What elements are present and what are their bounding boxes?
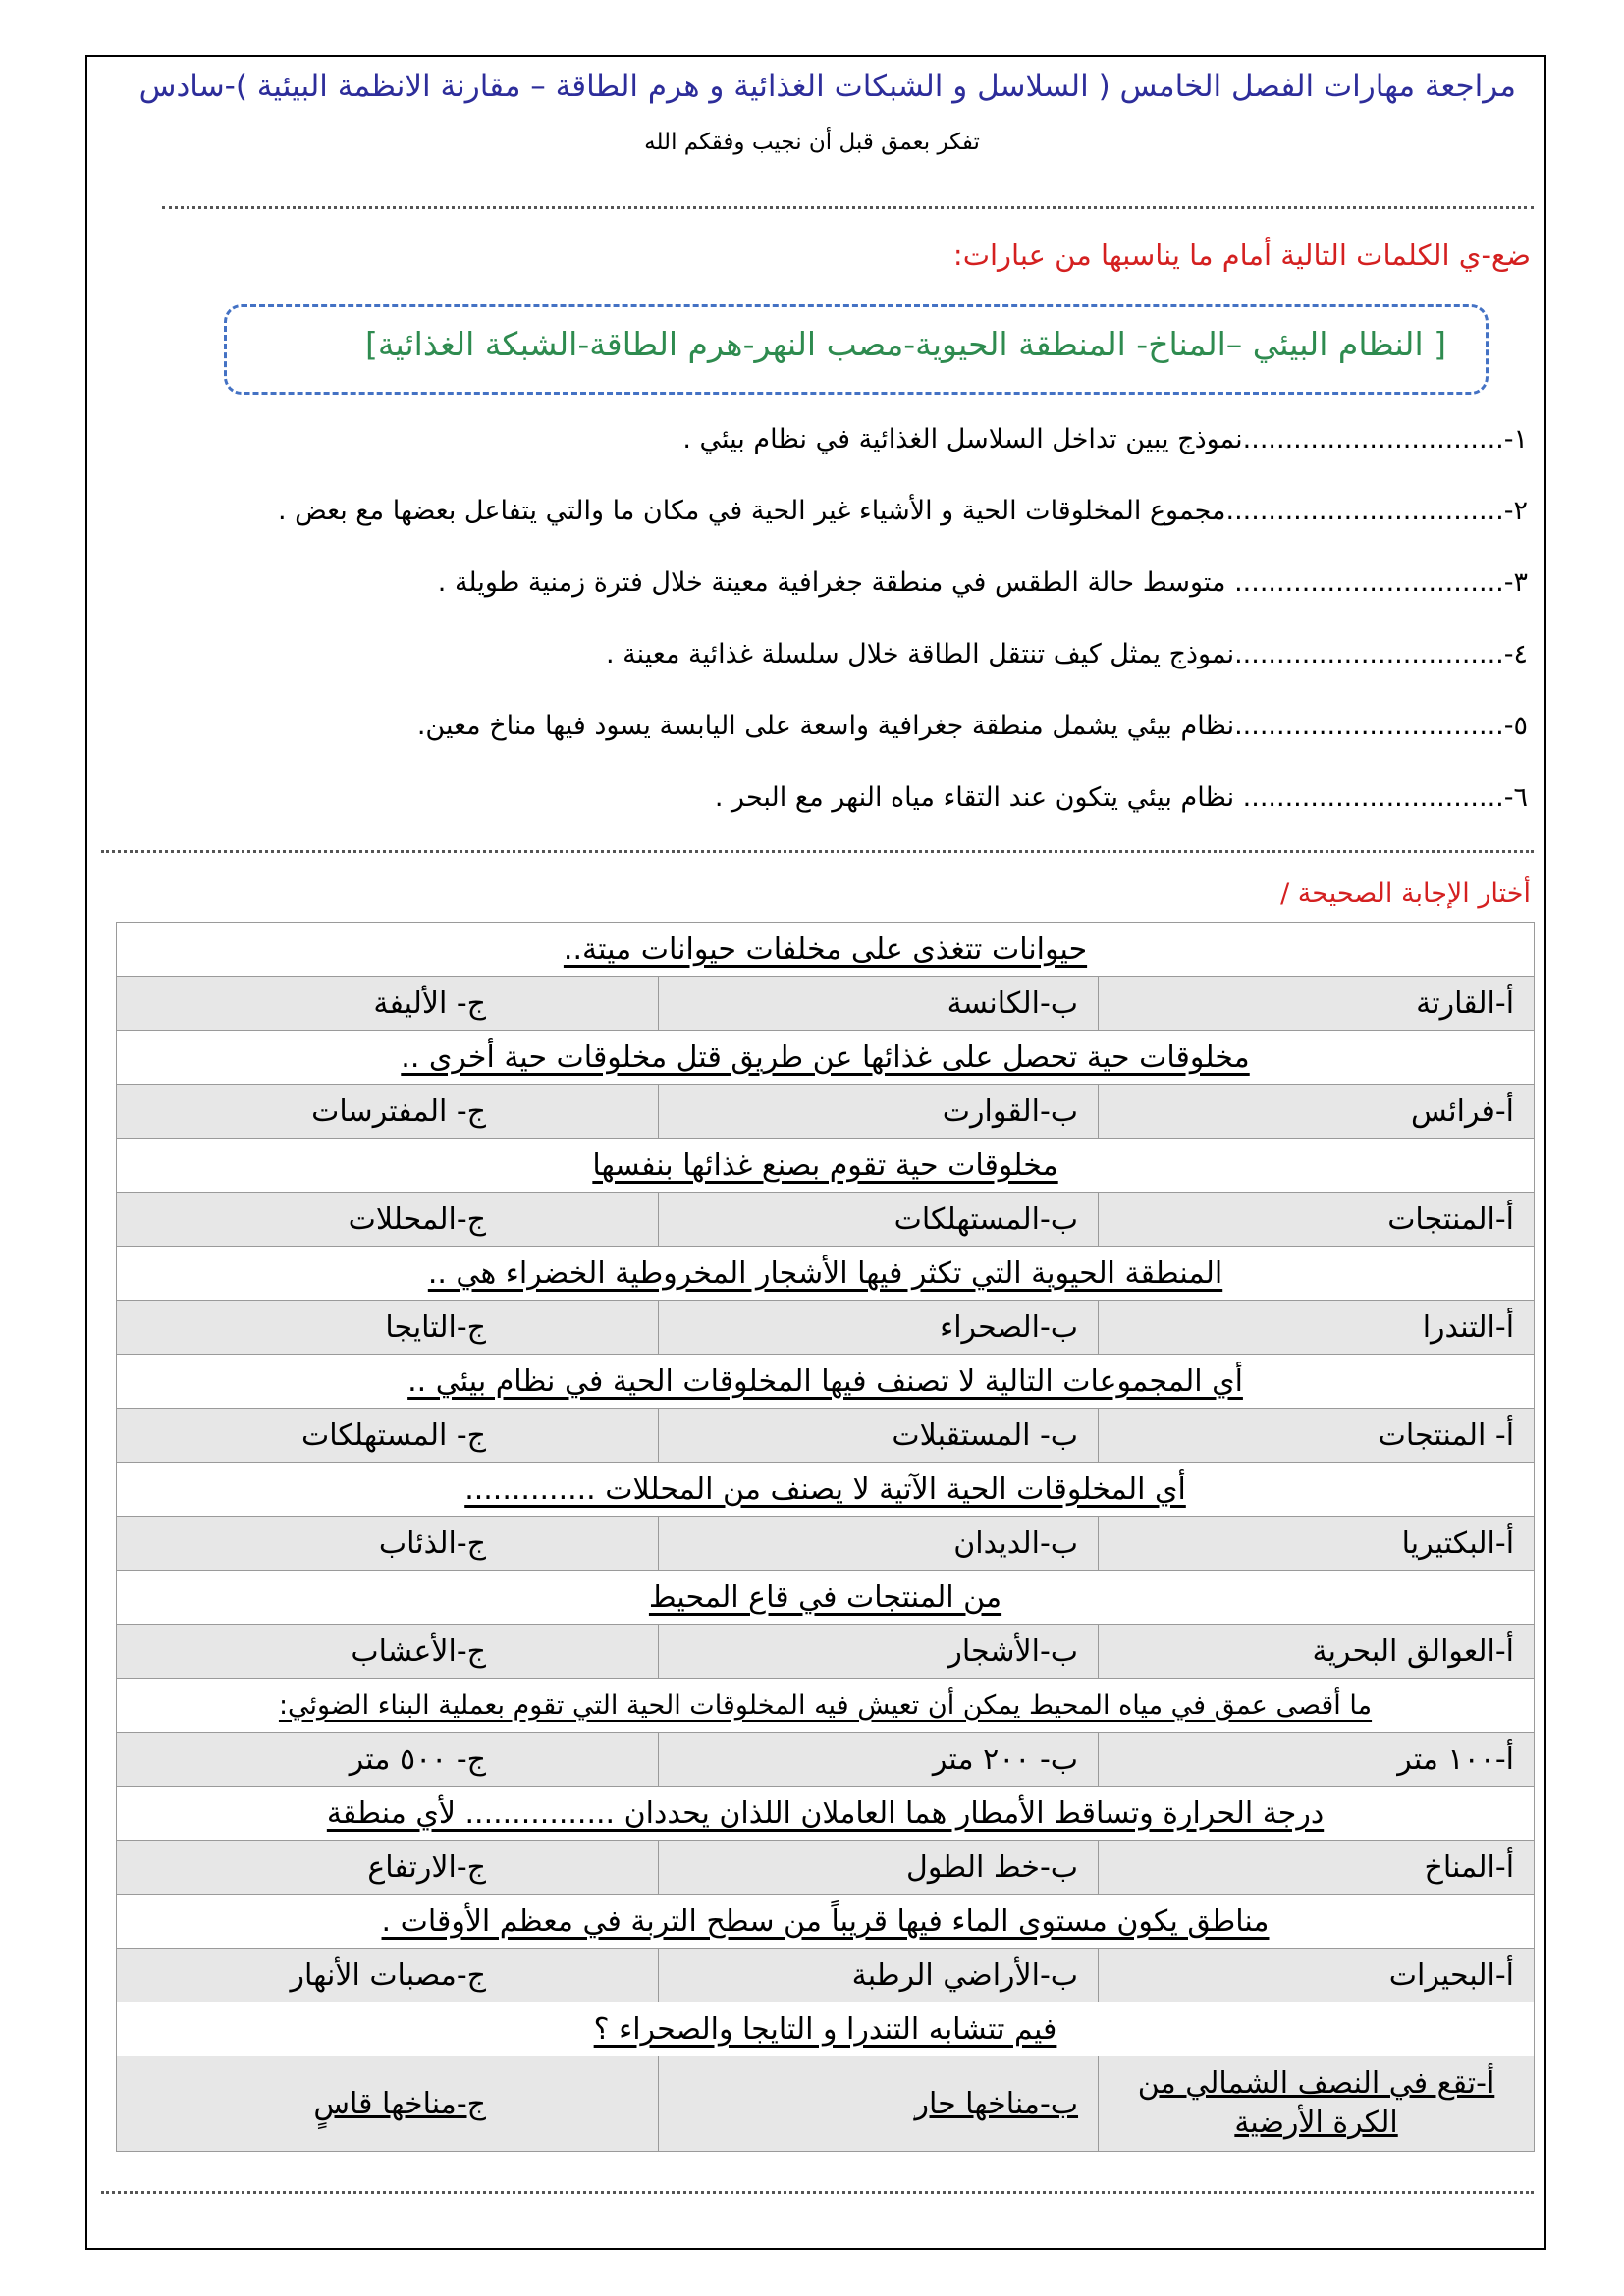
option-b: ب-خط الطول <box>659 1841 1099 1895</box>
option-a: أ-تقع في النصف الشمالي من الكرة الأرضية <box>1099 2056 1535 2152</box>
question-row <box>117 1787 1535 1841</box>
option-b: ب-الأراضي الرطبة <box>659 1949 1099 2002</box>
option-c: ج- الأليفة <box>117 977 659 1031</box>
question-row <box>117 923 1535 977</box>
options-row <box>117 1733 1535 1787</box>
option-c: ج-الذئاب <box>117 1517 659 1571</box>
option-b: ب- ٢٠٠ متر <box>659 1733 1099 1787</box>
question-row <box>117 1355 1535 1409</box>
option-a: أ- المنتجات <box>1099 1409 1535 1463</box>
option-b: ب-الصحراء <box>659 1301 1099 1355</box>
question-text: أي المخلوقات الحية الآتية لا يصنف من المحللات .............. <box>117 1463 1535 1517</box>
option-a: أ-البكتيريا <box>1099 1517 1535 1571</box>
question-text: المنطقة الحيوية التي تكثر فيها الأشجار المخروطية الخضراء هي .. <box>117 1247 1535 1301</box>
dotted-divider <box>101 850 1534 853</box>
question-text: مخلوقات حية تحصل على غذائها عن طريق قتل مخلوقات حية أخرى .. <box>117 1031 1535 1085</box>
question-text: حيوانات تتغذى على مخلفات حيوانات ميتة.. <box>117 923 1535 977</box>
option-a: أ-فرائس <box>1099 1085 1535 1139</box>
question-row <box>117 1571 1535 1625</box>
option-b: ب-الكانسة <box>659 977 1099 1031</box>
options-row <box>117 1301 1535 1355</box>
list-item: ٥-................................نظام بيئي يشمل منطقة جغرافية واسعة على اليابسة يسود فيها مناخ معين. <box>416 711 1528 741</box>
option-c: ج-مصبات الأنهار <box>117 1949 659 2002</box>
option-a: أ-البحيرات <box>1099 1949 1535 2002</box>
option-a: أ-المنتجات <box>1099 1193 1535 1247</box>
question-row <box>117 1031 1535 1085</box>
list-item: ٦-............................... نظام بيئي يتكون عند التقاء مياه النهر مع البحر . <box>714 782 1528 813</box>
option-c: ج-الارتفاع <box>117 1841 659 1895</box>
page-title: مراجعة مهارات الفصل الخامس ( السلاسل و الشبكات الغذائية و هرم الطاقة – مقارنة الانظمة البيئية )-سادس <box>138 69 1516 104</box>
question-row <box>117 2002 1535 2056</box>
section1-instruction: ضع-ي الكلمات التالية أمام ما يناسبها من عبارات: <box>952 239 1531 272</box>
option-b: ب- المستقبلات <box>659 1409 1099 1463</box>
options-row <box>117 1949 1535 2002</box>
section2-title: أختار الإجابة الصحيحة / <box>1280 879 1531 909</box>
question-text: ما أقصى عمق في مياه المحيط يمكن أن تعيش فيه المخلوقات الحية التي تقوم بعملية البناء الضوئي: <box>117 1679 1535 1733</box>
option-b: ب-الأشجار <box>659 1625 1099 1679</box>
list-item: ٢-.................................مجموع المخلوقات الحية و الأشياء غير الحية في مكان ما والتي يتفاعل بعضها مع بعض . <box>277 496 1528 526</box>
question-row <box>117 1895 1535 1949</box>
question-text: مناطق يكون مستوى الماء فيها قريباً من سطح التربة في معظم الأوقات . <box>117 1895 1535 1949</box>
question-row <box>117 1463 1535 1517</box>
option-c: ج- ٥٠٠ متر <box>117 1733 659 1787</box>
options-row <box>117 1841 1535 1895</box>
list-item: ١-...............................نموذج يبين تداخل السلاسل الغذائية في نظام بيئي . <box>682 424 1528 454</box>
question-row <box>117 1247 1535 1301</box>
option-c: ج- المفترسات <box>117 1085 659 1139</box>
options-row <box>117 977 1535 1031</box>
word-bank-box: [ النظام البيئي –المناخ- المنطقة الحيوية-مصب النهر-هرم الطاقة-الشبكة الغذائية] <box>224 304 1489 395</box>
question-text: مخلوقات حية تقوم بصنع غذائها بنفسها <box>117 1139 1535 1193</box>
page-subtitle: تفكر بعمق قبل أن نجيب وفقكم الله <box>644 130 980 155</box>
option-a: أ-القارتة <box>1099 977 1535 1031</box>
list-item: ٣-................................ متوسط حالة الطقس في منطقة جغرافية معينة خلال فترة زمنية طويلة . <box>437 567 1528 598</box>
dotted-divider <box>162 206 1534 209</box>
option-b: ب-مناخها حار <box>659 2056 1099 2152</box>
option-c: ج-التايجا <box>117 1301 659 1355</box>
options-row <box>117 1625 1535 1679</box>
options-row <box>117 2056 1535 2152</box>
mcq-table <box>116 922 1535 2152</box>
option-c: ج-مناخها قاسٍ <box>117 2056 659 2152</box>
option-c: ج- المستهلكات <box>117 1409 659 1463</box>
question-text: أي المجموعات التالية لا تصنف فيها المخلوقات الحية في نظام بيئي .. <box>117 1355 1535 1409</box>
question-row <box>117 1139 1535 1193</box>
option-c: ج-الأعشاب <box>117 1625 659 1679</box>
question-text: فيم تتشابه التندرا و التايجا والصحراء ؟ <box>117 2002 1535 2056</box>
option-b: ب-المستهلكات <box>659 1193 1099 1247</box>
option-b: ب-الديدان <box>659 1517 1099 1571</box>
options-row <box>117 1193 1535 1247</box>
options-row <box>117 1409 1535 1463</box>
options-row <box>117 1517 1535 1571</box>
list-item: ٤-................................نموذج يمثل كيف تنتقل الطاقة خلال سلسلة غذائية معينة . <box>606 639 1528 669</box>
option-c: ج-المحللات <box>117 1193 659 1247</box>
question-text: من المنتجات في قاع المحيط <box>117 1571 1535 1625</box>
option-a: أ-١٠٠ متر <box>1099 1733 1535 1787</box>
dotted-divider <box>101 2191 1534 2194</box>
option-a: أ-التندرا <box>1099 1301 1535 1355</box>
option-a: أ-المناخ <box>1099 1841 1535 1895</box>
fill-in-list <box>114 412 1528 842</box>
options-row <box>117 1085 1535 1139</box>
option-a: أ-العوالق البحرية <box>1099 1625 1535 1679</box>
option-b: ب-القوارت <box>659 1085 1099 1139</box>
question-row <box>117 1679 1535 1733</box>
question-text: درجة الحرارة وتساقط الأمطار هما العاملان اللذان يحددان ................ لأي منطقة <box>117 1787 1535 1841</box>
